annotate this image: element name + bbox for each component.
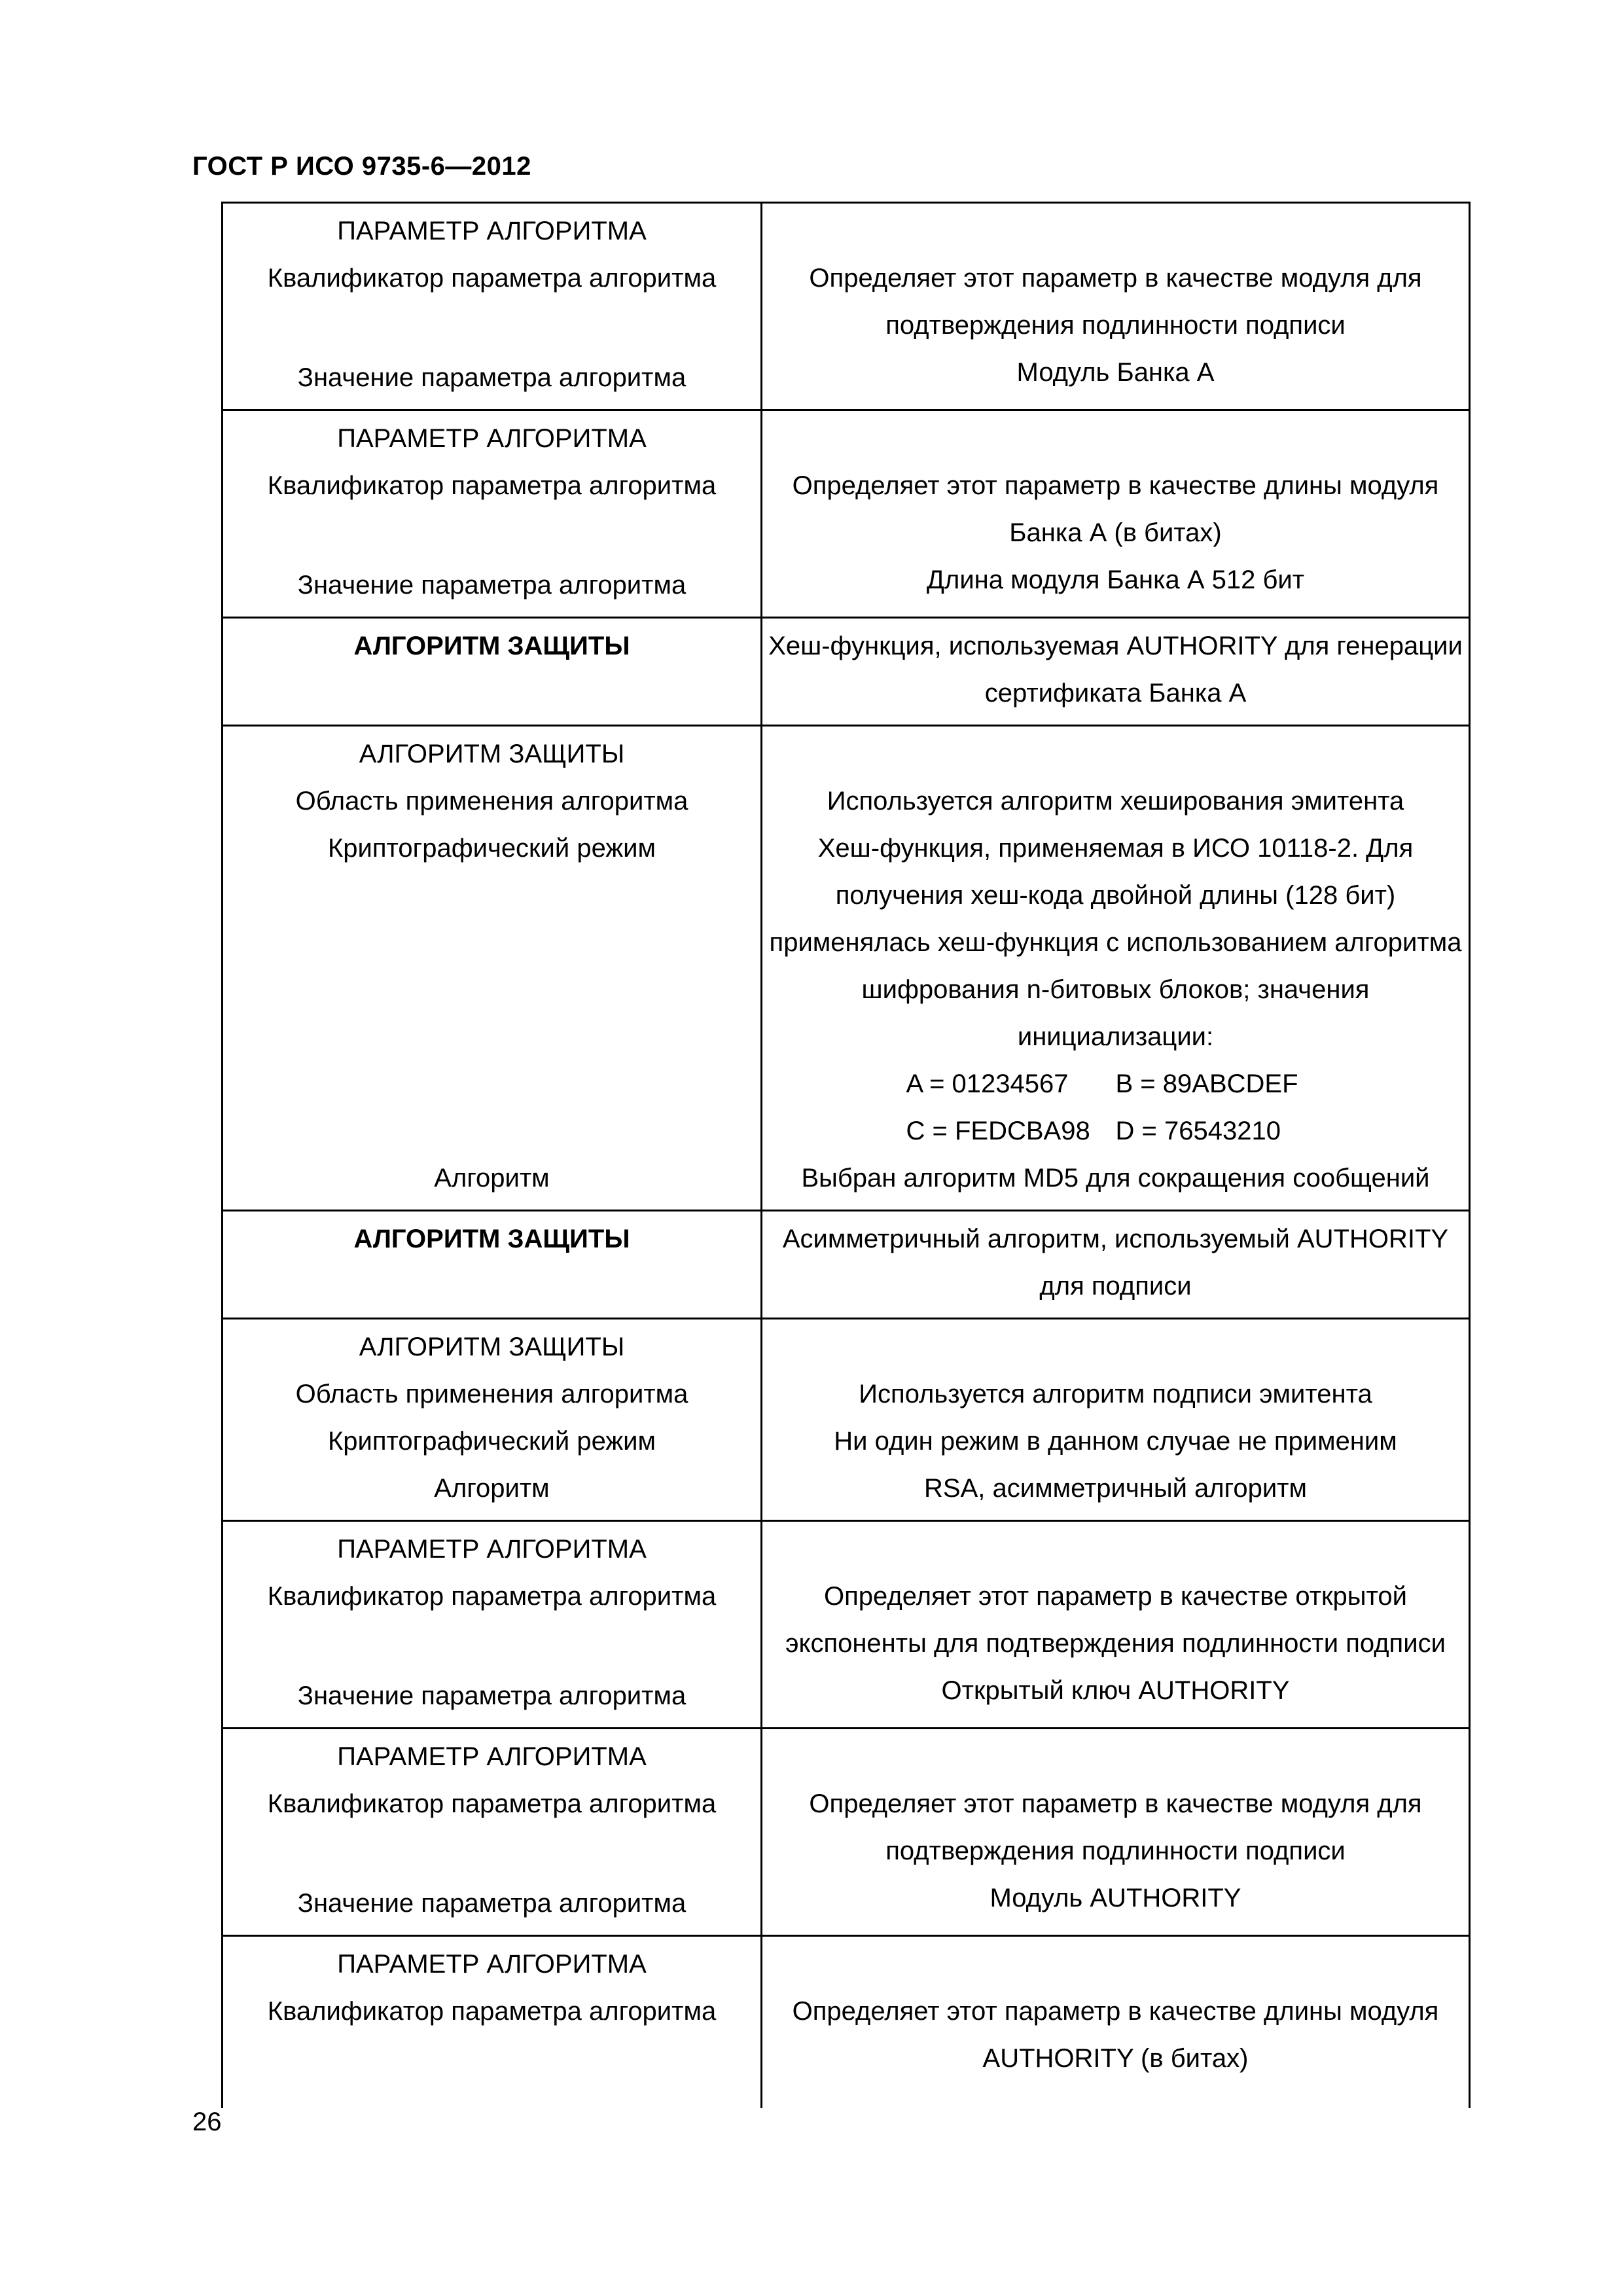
init-value-c: C = FEDCBA98 [906, 1117, 1090, 1145]
row-labels [223, 1936, 762, 2109]
scope-label: Область применения алгоритма [295, 1380, 688, 1408]
mode-label: Криптографический режим [327, 1427, 656, 1456]
value-description: Открытый ключ AUTHORITY [941, 1676, 1290, 1705]
value-label: Значение параметра алгоритма [297, 571, 687, 600]
qualifier-label: Квалификатор параметра алгоритма [267, 1582, 717, 1611]
table-row [223, 726, 1470, 1211]
row-labels [223, 1211, 762, 1319]
protection-label: АЛГОРИТМ ЗАЩИТЫ [359, 1333, 625, 1361]
value-label: Значение параметра алгоритма [297, 363, 687, 392]
row-labels [223, 1521, 762, 1729]
qualifier-description: Определяет этот параметр в качестве модуля для подтверждения подлинности подписи [809, 1789, 1422, 1865]
param-label: ПАРАМЕТР АЛГОРИТМА [337, 217, 647, 245]
qualifier-description: Определяет этот параметр в качестве длины модуля Банка А (в битах) [792, 471, 1439, 547]
row-descriptions [762, 203, 1470, 410]
table-row [223, 203, 1470, 410]
value-description: Модуль Банка А [1016, 358, 1215, 387]
table-row [223, 1521, 1470, 1729]
table-row [223, 410, 1470, 618]
init-values-row-2 [768, 1107, 1463, 1155]
table-row [223, 618, 1470, 726]
init-values-row-1 [768, 1060, 1463, 1107]
algorithm-spec-table [221, 202, 1471, 2108]
table-row [223, 1936, 1470, 2109]
init-value-d: D = 76543210 [1115, 1117, 1281, 1145]
algorithm-label: Алгоритм [434, 1164, 550, 1193]
scope-description: Используется алгоритм хеширования эмитента [827, 787, 1404, 816]
row-descriptions [762, 1936, 1470, 2109]
mode-description: Ни один режим в данном случае не применим [834, 1427, 1397, 1456]
qualifier-description: Определяет этот параметр в качестве открытой экспоненты для подтверждения подлинности подписи [785, 1582, 1446, 1658]
row-descriptions [762, 1319, 1470, 1521]
param-label: ПАРАМЕТР АЛГОРИТМА [337, 1950, 647, 1979]
init-value-a: A = 01234567 [906, 1069, 1069, 1098]
qualifier-description: Определяет этот параметр в качестве модуля для подтверждения подлинности подписи [809, 264, 1422, 340]
value-label: Значение параметра алгоритма [297, 1681, 687, 1710]
algorithm-description: RSA, асимметричный алгоритм [924, 1474, 1307, 1503]
qualifier-description: Определяет этот параметр в качестве длины модуля AUTHORITY (в битах) [792, 1997, 1439, 2073]
document-header: ГОСТ Р ИСО 9735-6—2012 [192, 152, 531, 181]
row-labels [223, 1319, 762, 1521]
table-row [223, 1729, 1470, 1936]
param-label: ПАРАМЕТР АЛГОРИТМА [337, 1742, 647, 1771]
heading-description: Хеш-функция, используемая AUTHORITY для генерации сертификата Банка А [768, 632, 1463, 708]
row-descriptions [762, 1729, 1470, 1936]
protection-heading: АЛГОРИТМ ЗАЩИТЫ [353, 632, 630, 660]
value-description: Модуль AUTHORITY [990, 1884, 1241, 1912]
protection-heading: АЛГОРИТМ ЗАЩИТЫ [353, 1225, 630, 1253]
heading-description: Асимметричный алгоритм, используемый AUTHORITY для подписи [782, 1225, 1449, 1300]
row-labels [223, 1729, 762, 1936]
row-descriptions [762, 726, 1470, 1211]
scope-description: Используется алгоритм подписи эмитента [859, 1380, 1372, 1408]
protection-label: АЛГОРИТМ ЗАЩИТЫ [359, 740, 625, 768]
value-description: Длина модуля Банка А 512 бит [926, 565, 1305, 594]
page-number: 26 [192, 2108, 222, 2136]
mode-label: Криптографический режим [327, 834, 656, 863]
init-value-b: B = 89ABCDEF [1115, 1069, 1298, 1098]
row-descriptions [762, 618, 1470, 726]
qualifier-label: Квалификатор параметра алгоритма [267, 264, 717, 293]
algorithm-label: Алгоритм [434, 1474, 550, 1503]
qualifier-label: Квалификатор параметра алгоритма [267, 1997, 717, 2026]
row-descriptions [762, 1211, 1470, 1319]
value-label: Значение параметра алгоритма [297, 1889, 687, 1918]
param-label: ПАРАМЕТР АЛГОРИТМА [337, 424, 647, 453]
mode-description: Хеш-функция, применяемая в ИСО 10118-2. Для получения хеш-кода двойной длины (128 бит) применялась хеш-функция с использованием алгоритма шифрования n-битовых блоков; значения инициализации: [769, 834, 1462, 1051]
qualifier-label: Квалификатор параметра алгоритма [267, 471, 717, 500]
algorithm-description: Выбран алгоритм MD5 для сокращения сообщений [801, 1164, 1430, 1193]
qualifier-label: Квалификатор параметра алгоритма [267, 1789, 717, 1818]
row-descriptions [762, 410, 1470, 618]
row-labels [223, 203, 762, 410]
row-descriptions [762, 1521, 1470, 1729]
row-labels [223, 618, 762, 726]
param-label: ПАРАМЕТР АЛГОРИТМА [337, 1535, 647, 1564]
row-labels [223, 726, 762, 1211]
row-labels [223, 410, 762, 618]
table-row [223, 1211, 1470, 1319]
scope-label: Область применения алгоритма [295, 787, 688, 816]
table-row [223, 1319, 1470, 1521]
